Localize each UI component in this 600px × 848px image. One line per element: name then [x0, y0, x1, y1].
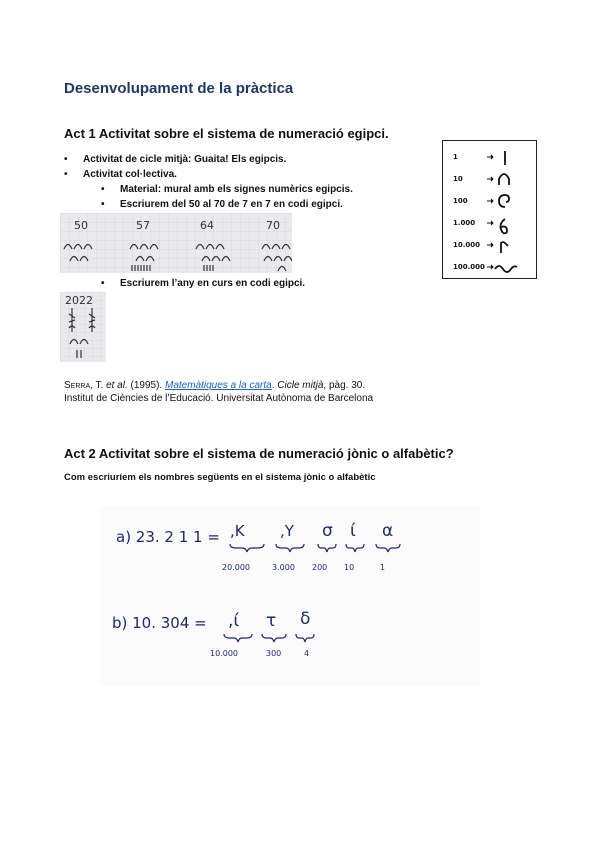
answer-a-part-3: σ	[322, 521, 333, 541]
year-egyptian-photo	[60, 292, 106, 362]
answer-a-value-3: 200	[312, 563, 328, 572]
egyptian-numbers-photo	[60, 213, 292, 273]
legend-value-10: 10	[453, 175, 463, 183]
photo2-label: 2022	[65, 294, 93, 307]
reference-line-2: Institut de Ciències de l’Educació. Universitat Autònoma de Barcelona	[64, 393, 374, 404]
answer-b-part-2: τ	[266, 611, 277, 631]
answer-a-part-1: ,K	[230, 522, 245, 540]
legend-value-100: 100	[453, 197, 468, 205]
ref-cycle: Cicle mitjà	[277, 380, 324, 391]
act1-title: Act 1 Activitat sobre el sistema de numeració egipci.	[64, 126, 389, 141]
answer-a-part-2: ,Y	[280, 522, 294, 540]
answer-b-part-3: δ	[300, 609, 311, 629]
photo1-label-50: 50	[74, 219, 88, 232]
act2-title: Act 2 Activitat sobre el sistema de numeració jònic o alfabètic?	[64, 446, 454, 461]
act1-sub-bullets	[101, 182, 353, 212]
photo1-label-57: 57	[136, 219, 150, 232]
act1-bullet-1: • Activitat de cicle mitjà: Guaita! Els egipcis.	[64, 152, 286, 167]
answer-b-part-1: ,ί	[228, 611, 240, 631]
legend-value-10000: 10.000	[453, 241, 481, 249]
photo1-label-64: 64	[200, 219, 214, 232]
act2-question: Com escriuríem els nombres següents en el sistema jònic o alfabètic	[64, 472, 376, 483]
ref-author-rest: , T.	[90, 380, 107, 391]
ionic-handwritten-answer	[100, 506, 480, 686]
answer-a-value-4: 10	[344, 563, 355, 572]
answer-b-value-2: 300	[266, 649, 282, 658]
answer-a-label: a) 23. 2 1 1 =	[116, 528, 220, 546]
ref-author: Serra	[64, 380, 91, 391]
act1-bullets	[64, 152, 286, 182]
legend-value-100000: 100.000	[453, 263, 485, 271]
answer-b-label: b) 10. 304 =	[112, 614, 207, 632]
egyptian-glyph-icons	[495, 151, 517, 272]
answer-b-value-1: 10.000	[210, 649, 238, 658]
ref-etal: et al.	[106, 380, 128, 391]
reference-line-1	[64, 380, 365, 391]
act1-bullet-2: • Activitat col·lectiva.	[64, 167, 286, 182]
answer-b-value-3: 4	[304, 649, 310, 658]
photo1-label-70: 70	[266, 219, 280, 232]
ref-page: , pàg. 30.	[323, 380, 366, 391]
answer-a-value-1: 20.000	[222, 563, 250, 572]
act1-sub-bullets-2	[101, 276, 305, 291]
legend-value-1: 1	[453, 153, 458, 161]
answer-a-value-5: 1	[380, 563, 386, 572]
ref-year: (1995).	[127, 380, 165, 391]
answer-a-part-5: α	[382, 521, 394, 541]
ref-book-link[interactable]: Matemàtiques a la carta	[165, 380, 272, 391]
section-title: Desenvolupament de la pràctica	[64, 80, 294, 97]
act1-sub-bullet-2: • Escriurem del 50 al 70 de 7 en 7 en codi egipci.	[101, 197, 353, 212]
answer-a-value-2: 3.000	[272, 563, 295, 572]
ref-after-book: .	[271, 380, 278, 391]
act1-sub-bullet-1: • Material: mural amb els signes numèrics egipcis.	[101, 182, 353, 197]
answer-a-part-4: ί	[350, 521, 356, 541]
act1-sub-bullet-3: • Escriurem l’any en curs en codi egipci.	[101, 276, 305, 291]
egyptian-signs-legend	[442, 140, 537, 279]
legend-value-1000: 1.000	[453, 219, 476, 227]
